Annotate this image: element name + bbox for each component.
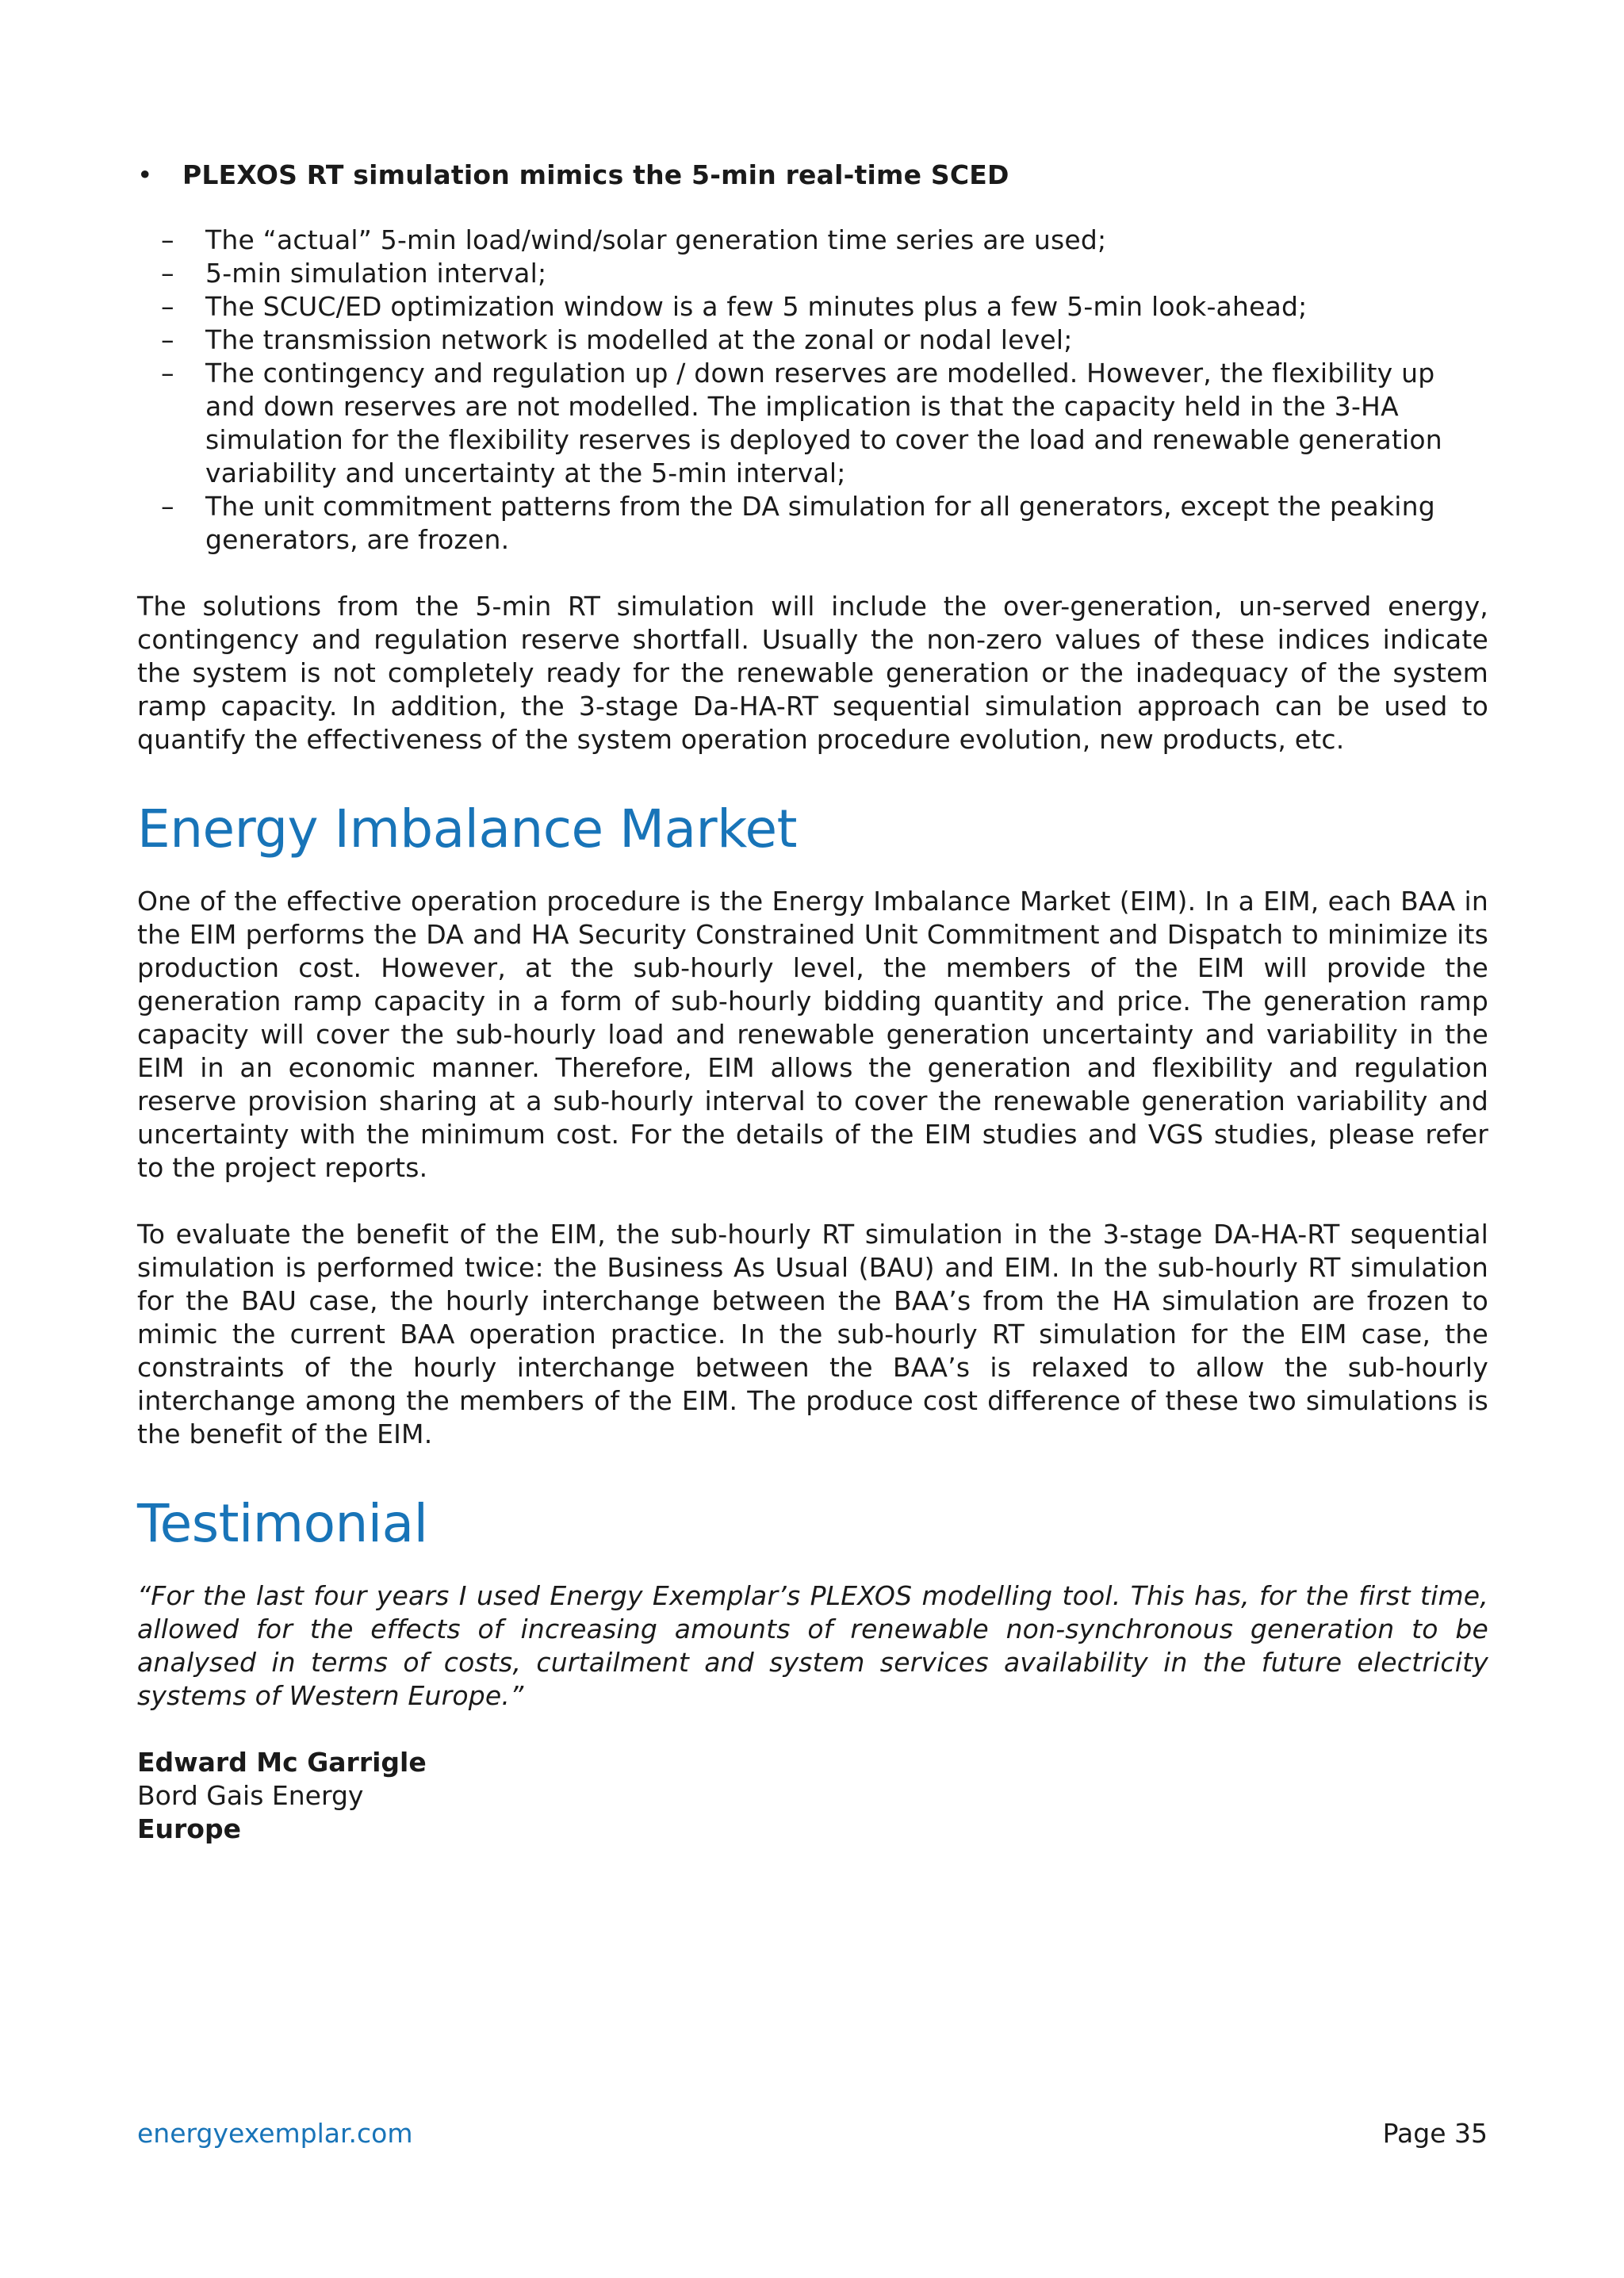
eim-heading: Energy Imbalance Market xyxy=(137,798,797,860)
list-item-text: The unit commitment patterns from the DA simulation for all generators, except the peaking generators, are frozen. xyxy=(205,491,1435,555)
footer-website-link[interactable]: energyexemplar.com xyxy=(137,2118,413,2149)
list-item xyxy=(137,257,1488,290)
testimonial-signature xyxy=(137,1746,1488,1846)
eim-paragraph-2: To evaluate the benefit of the EIM, the sub-hourly RT simulation in the 3-stage DA-HA-RT sequential simulation is performed twice: the Business As Usual (BAU) and EIM. In the sub-hourly RT simulation for the BAU case, the hourly interchange between the BAA’s from the HA simulation are frozen to mimic the current BAA operation practice. In the sub-hourly RT simulation for the EIM case, the constraints of the hourly interchange between the BAA’s is relaxed to allow the sub-hourly interchange among the members of the EIM. The produce cost difference of these two simulations is the benefit of the EIM. xyxy=(137,1219,1488,1449)
eim-paragraph-1: One of the effective operation procedure is the Energy Imbalance Market (EIM). In a EIM, each BAA in the EIM performs the DA and HA Security Constrained Unit Commitment and Dispatch to minimize its production cost. However, at the sub-hourly level, the members of the EIM will provide the generation ramp capacity in a form of sub-hourly bidding quantity and price. The generation ramp capacity will cover the sub-hourly load and renewable generation uncertainty and variability in the EIM in an economic manner. Therefore, EIM allows the generation and flexibility and regulation reserve provision sharing at a sub-hourly interval to cover the renewable generation variability and uncertainty with the minimum cost. For the details of the EIM studies and VGS studies, please refer to the project reports. xyxy=(137,886,1488,1183)
dash-marker: – xyxy=(161,224,174,255)
list-item-text: 5-min simulation interval; xyxy=(205,258,547,289)
testimonial-author: Edward Mc Garrigle xyxy=(137,1747,427,1778)
list-item xyxy=(137,224,1488,257)
dash-marker: – xyxy=(161,258,174,289)
testimonial-quote: “For the last four years I used Energy Exemplar’s PLEXOS modelling tool. This has, for the first time, allowed for the effects of increasing amounts of renewable non-synchronous generation to be analysed in terms of costs, curtailment and system services availability in the future electricity systems of Western Europe.” xyxy=(137,1580,1488,1711)
page-content xyxy=(137,159,1488,1846)
bullet-marker: • xyxy=(137,159,153,190)
list-item-text: The SCUC/ED optimization window is a few 5 minutes plus a few 5-min look-ahead; xyxy=(205,291,1308,322)
rt-solutions-paragraph: The solutions from the 5-min RT simulation will include the over-generation, un-served energy, contingency and regulation reserve shortfall. Usually the non-zero values of these indices indicate the system is not completely ready for the renewable generation or the inadequacy of the system ramp capacity. In addition, the 3-stage Da-HA-RT sequential simulation approach can be used to quantify the effectiveness of the system operation procedure evolution, new products, etc. xyxy=(137,591,1488,755)
rt-simulation-list xyxy=(137,224,1488,557)
list-item xyxy=(137,490,1488,557)
list-item xyxy=(137,324,1488,357)
list-item xyxy=(137,290,1488,324)
bullet-title: PLEXOS RT simulation mimics the 5-min real-time SCED xyxy=(182,159,1009,190)
list-item xyxy=(137,357,1488,490)
testimonial-region: Europe xyxy=(137,1813,241,1844)
page-number: Page 35 xyxy=(1382,2118,1488,2149)
list-item-text: The transmission network is modelled at the zonal or nodal level; xyxy=(205,324,1073,355)
dash-marker: – xyxy=(161,324,174,355)
list-item-text: The contingency and regulation up / down reserves are modelled. However, the flexibility up and down reserves are not modelled. The implication is that the capacity held in the 3-HA simulation for the flexibility reserves is deployed to cover the load and renewable generation variability and uncertainty at the 5-min interval; xyxy=(205,358,1442,488)
dash-marker: – xyxy=(161,491,174,522)
testimonial-heading: Testimonial xyxy=(137,1493,428,1554)
testimonial-company: Bord Gais Energy xyxy=(137,1780,364,1811)
bullet-heading xyxy=(137,159,1488,192)
dash-marker: – xyxy=(161,358,174,389)
dash-marker: – xyxy=(161,291,174,322)
list-item-text: The “actual” 5-min load/wind/solar generation time series are used; xyxy=(205,224,1107,255)
